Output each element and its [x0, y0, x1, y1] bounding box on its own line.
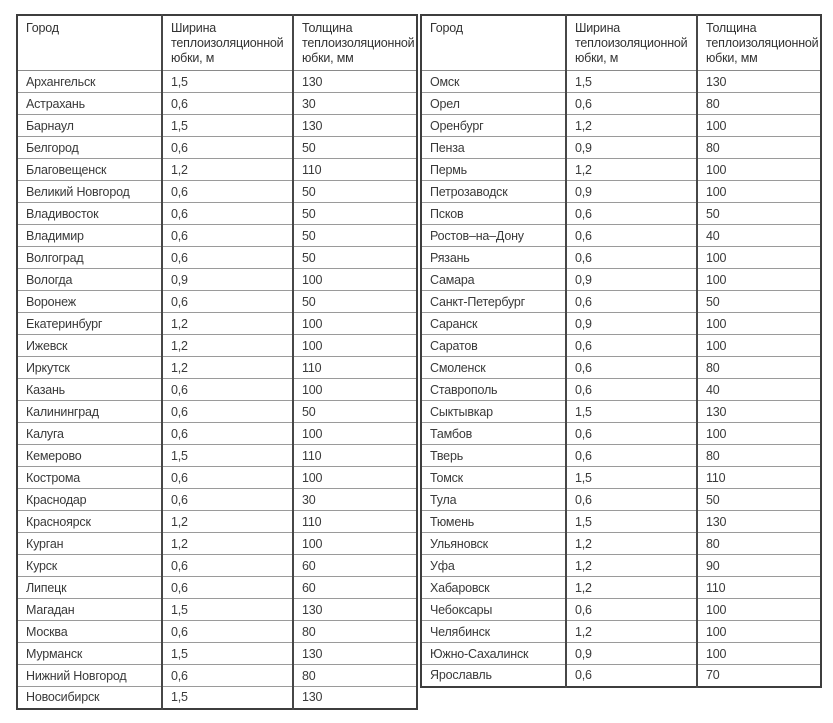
skirt-width-cell: 0,6 — [162, 555, 293, 577]
table-row — [17, 137, 417, 159]
city-cell: Чебоксары — [421, 599, 566, 621]
skirt-thickness-cell: 50 — [293, 247, 417, 269]
table-row — [17, 291, 417, 313]
city-cell: Магадан — [17, 599, 162, 621]
skirt-thickness-cell: 100 — [293, 269, 417, 291]
skirt-thickness-cell: 50 — [293, 225, 417, 247]
city-cell: Тамбов — [421, 423, 566, 445]
skirt-thickness-cell: 50 — [697, 489, 821, 511]
skirt-width-cell: 0,6 — [566, 357, 697, 379]
skirt-width-cell: 1,2 — [162, 511, 293, 533]
city-cell: Уфа — [421, 555, 566, 577]
skirt-thickness-cell: 110 — [293, 445, 417, 467]
skirt-width-cell: 0,6 — [162, 489, 293, 511]
table-row — [17, 203, 417, 225]
city-cell: Красноярск — [17, 511, 162, 533]
city-cell: Саранск — [421, 313, 566, 335]
skirt-thickness-cell: 80 — [697, 357, 821, 379]
table-row — [421, 621, 821, 643]
skirt-thickness-cell: 50 — [293, 291, 417, 313]
city-cell: Владивосток — [17, 203, 162, 225]
city-cell: Казань — [17, 379, 162, 401]
city-cell: Краснодар — [17, 489, 162, 511]
city-cell: Петрозаводск — [421, 181, 566, 203]
table-row — [17, 621, 417, 643]
skirt-thickness-cell: 60 — [293, 555, 417, 577]
city-cell: Челябинск — [421, 621, 566, 643]
city-cell: Сыктывкар — [421, 401, 566, 423]
skirt-thickness-cell: 50 — [697, 291, 821, 313]
table-row — [421, 159, 821, 181]
city-cell: Южно-Сахалинск — [421, 643, 566, 665]
skirt-thickness-cell: 110 — [697, 577, 821, 599]
skirt-thickness-cell: 110 — [293, 159, 417, 181]
skirt-width-cell: 0,6 — [162, 181, 293, 203]
table-row — [17, 357, 417, 379]
table-row — [421, 445, 821, 467]
skirt-width-cell: 1,5 — [162, 599, 293, 621]
table-row — [421, 335, 821, 357]
table-row — [17, 115, 417, 137]
table-row — [421, 71, 821, 93]
skirt-width-cell: 0,6 — [566, 93, 697, 115]
table-row — [421, 203, 821, 225]
skirt-width-cell: 1,2 — [162, 159, 293, 181]
table-body-left — [17, 71, 417, 709]
skirt-thickness-cell: 130 — [697, 511, 821, 533]
skirt-thickness-cell: 100 — [293, 335, 417, 357]
table-header-right — [421, 15, 821, 71]
city-cell: Екатеринбург — [17, 313, 162, 335]
city-cell: Москва — [17, 621, 162, 643]
skirt-thickness-cell: 110 — [697, 467, 821, 489]
skirt-thickness-cell: 130 — [697, 401, 821, 423]
skirt-thickness-cell: 80 — [697, 533, 821, 555]
city-table-left — [16, 14, 418, 710]
skirt-width-cell: 1,2 — [162, 313, 293, 335]
skirt-thickness-cell: 80 — [697, 445, 821, 467]
city-cell: Калуга — [17, 423, 162, 445]
skirt-thickness-cell: 30 — [293, 93, 417, 115]
skirt-width-cell: 0,6 — [566, 203, 697, 225]
city-cell: Тула — [421, 489, 566, 511]
header-skirt-width: Ширина теплоизоляционной юбки, м — [566, 15, 697, 71]
skirt-width-cell: 0,6 — [566, 599, 697, 621]
table-row — [17, 489, 417, 511]
skirt-width-cell: 0,6 — [162, 467, 293, 489]
skirt-thickness-cell: 50 — [293, 181, 417, 203]
city-cell: Кострома — [17, 467, 162, 489]
table-row — [421, 379, 821, 401]
city-cell: Ростов–на–Дону — [421, 225, 566, 247]
table-row — [421, 467, 821, 489]
skirt-thickness-cell: 70 — [697, 665, 821, 687]
city-cell: Пермь — [421, 159, 566, 181]
city-cell: Пенза — [421, 137, 566, 159]
city-cell: Ижевск — [17, 335, 162, 357]
skirt-width-cell: 0,6 — [162, 247, 293, 269]
skirt-thickness-cell: 100 — [293, 467, 417, 489]
skirt-thickness-cell: 100 — [293, 533, 417, 555]
skirt-width-cell: 1,2 — [162, 357, 293, 379]
table-row — [17, 445, 417, 467]
table-row — [421, 577, 821, 599]
skirt-thickness-cell: 80 — [293, 621, 417, 643]
skirt-width-cell: 0,6 — [162, 577, 293, 599]
city-cell: Тверь — [421, 445, 566, 467]
skirt-thickness-cell: 130 — [293, 599, 417, 621]
skirt-thickness-cell: 100 — [697, 599, 821, 621]
skirt-width-cell: 0,6 — [162, 137, 293, 159]
skirt-width-cell: 0,6 — [162, 423, 293, 445]
skirt-width-cell: 0,9 — [566, 269, 697, 291]
skirt-width-cell: 1,5 — [162, 687, 293, 709]
table-row — [17, 467, 417, 489]
city-cell: Нижний Новгород — [17, 665, 162, 687]
skirt-thickness-cell: 130 — [293, 115, 417, 137]
table-row — [17, 687, 417, 709]
city-cell: Самара — [421, 269, 566, 291]
city-cell: Тюмень — [421, 511, 566, 533]
city-cell: Санкт-Петербург — [421, 291, 566, 313]
skirt-thickness-cell: 100 — [697, 115, 821, 137]
table-row — [421, 357, 821, 379]
table-row — [421, 599, 821, 621]
skirt-thickness-cell: 100 — [697, 181, 821, 203]
skirt-width-cell: 1,5 — [566, 467, 697, 489]
skirt-thickness-cell: 110 — [293, 357, 417, 379]
city-cell: Ульяновск — [421, 533, 566, 555]
skirt-width-cell: 1,2 — [566, 555, 697, 577]
header-city: Город — [421, 15, 566, 71]
skirt-width-cell: 0,6 — [162, 225, 293, 247]
skirt-thickness-cell: 90 — [697, 555, 821, 577]
skirt-width-cell: 0,6 — [566, 445, 697, 467]
table-row — [17, 181, 417, 203]
city-cell: Орел — [421, 93, 566, 115]
city-cell: Липецк — [17, 577, 162, 599]
city-cell: Барнаул — [17, 115, 162, 137]
table-row — [17, 511, 417, 533]
skirt-width-cell: 0,6 — [566, 379, 697, 401]
skirt-thickness-cell: 100 — [697, 423, 821, 445]
skirt-width-cell: 0,9 — [566, 137, 697, 159]
skirt-thickness-cell: 100 — [697, 621, 821, 643]
table-row — [17, 643, 417, 665]
table-row — [421, 269, 821, 291]
table-row — [421, 115, 821, 137]
city-table-right — [420, 14, 822, 688]
city-cell: Смоленск — [421, 357, 566, 379]
table-row — [17, 247, 417, 269]
table-row — [17, 93, 417, 115]
table-row — [421, 313, 821, 335]
city-cell: Великий Новгород — [17, 181, 162, 203]
skirt-width-cell: 0,9 — [566, 643, 697, 665]
skirt-width-cell: 0,6 — [162, 379, 293, 401]
city-cell: Ярославль — [421, 665, 566, 687]
skirt-thickness-cell: 130 — [293, 687, 417, 709]
skirt-width-cell: 1,2 — [566, 577, 697, 599]
skirt-width-cell: 0,6 — [566, 335, 697, 357]
city-cell: Хабаровск — [421, 577, 566, 599]
skirt-thickness-cell: 100 — [697, 269, 821, 291]
table-row — [421, 489, 821, 511]
city-cell: Оренбург — [421, 115, 566, 137]
table-row — [421, 555, 821, 577]
skirt-width-cell: 0,9 — [162, 269, 293, 291]
table-body-right — [421, 71, 821, 687]
table-row — [17, 665, 417, 687]
skirt-width-cell: 1,2 — [162, 335, 293, 357]
header-row — [17, 15, 417, 71]
skirt-width-cell: 0,6 — [566, 423, 697, 445]
skirt-thickness-cell: 130 — [697, 71, 821, 93]
skirt-width-cell: 0,9 — [566, 181, 697, 203]
city-cell: Астрахань — [17, 93, 162, 115]
skirt-thickness-cell: 100 — [293, 423, 417, 445]
skirt-thickness-cell: 100 — [697, 643, 821, 665]
skirt-width-cell: 0,6 — [162, 203, 293, 225]
city-cell: Псков — [421, 203, 566, 225]
skirt-width-cell: 1,2 — [566, 159, 697, 181]
skirt-thickness-cell: 100 — [697, 159, 821, 181]
header-skirt-thickness: Толщина теплоизоляционной юбки, мм — [697, 15, 821, 71]
table-row — [17, 599, 417, 621]
table-row — [17, 313, 417, 335]
skirt-width-cell: 1,5 — [566, 511, 697, 533]
skirt-thickness-cell: 80 — [697, 137, 821, 159]
skirt-width-cell: 1,5 — [566, 401, 697, 423]
table-row — [17, 71, 417, 93]
skirt-width-cell: 1,5 — [162, 115, 293, 137]
city-cell: Благовещенск — [17, 159, 162, 181]
skirt-thickness-cell: 100 — [697, 247, 821, 269]
city-cell: Белгород — [17, 137, 162, 159]
skirt-thickness-cell: 60 — [293, 577, 417, 599]
table-row — [421, 181, 821, 203]
skirt-width-cell: 0,6 — [162, 291, 293, 313]
skirt-thickness-cell: 50 — [293, 401, 417, 423]
table-row — [421, 533, 821, 555]
skirt-thickness-cell: 50 — [697, 203, 821, 225]
skirt-width-cell: 0,6 — [162, 621, 293, 643]
skirt-thickness-cell: 130 — [293, 71, 417, 93]
table-row — [17, 335, 417, 357]
skirt-width-cell: 1,2 — [162, 533, 293, 555]
header-skirt-thickness: Толщина теплоизоляционной юбки, мм — [293, 15, 417, 71]
skirt-width-cell: 1,5 — [162, 445, 293, 467]
table-row — [421, 423, 821, 445]
skirt-thickness-cell: 30 — [293, 489, 417, 511]
city-cell: Владимир — [17, 225, 162, 247]
table-row — [17, 533, 417, 555]
table-row — [421, 401, 821, 423]
table-row — [17, 379, 417, 401]
table-row — [421, 643, 821, 665]
table-row — [421, 291, 821, 313]
skirt-width-cell: 1,2 — [566, 533, 697, 555]
skirt-width-cell: 0,6 — [566, 247, 697, 269]
table-row — [421, 225, 821, 247]
skirt-width-cell: 0,6 — [566, 225, 697, 247]
table-row — [17, 225, 417, 247]
city-cell: Воронеж — [17, 291, 162, 313]
skirt-width-cell: 0,6 — [566, 665, 697, 687]
table-row — [17, 401, 417, 423]
city-cell: Мурманск — [17, 643, 162, 665]
table-row — [421, 93, 821, 115]
table-row — [17, 423, 417, 445]
skirt-width-cell: 0,6 — [566, 489, 697, 511]
table-row — [17, 269, 417, 291]
header-skirt-width: Ширина теплоизоляционной юбки, м — [162, 15, 293, 71]
skirt-thickness-cell: 130 — [293, 643, 417, 665]
city-cell: Курган — [17, 533, 162, 555]
skirt-thickness-cell: 100 — [697, 335, 821, 357]
skirt-thickness-cell: 50 — [293, 137, 417, 159]
skirt-width-cell: 0,6 — [162, 401, 293, 423]
table-row — [421, 665, 821, 687]
skirt-width-cell: 1,5 — [162, 71, 293, 93]
skirt-width-cell: 0,6 — [566, 291, 697, 313]
skirt-thickness-cell: 110 — [293, 511, 417, 533]
table-row — [17, 577, 417, 599]
city-cell: Калининград — [17, 401, 162, 423]
header-row — [421, 15, 821, 71]
skirt-width-cell: 1,5 — [162, 643, 293, 665]
table-row — [421, 511, 821, 533]
table-header-left — [17, 15, 417, 71]
city-cell: Архангельск — [17, 71, 162, 93]
city-cell: Рязань — [421, 247, 566, 269]
city-cell: Ставрополь — [421, 379, 566, 401]
city-cell: Кемерово — [17, 445, 162, 467]
city-cell: Курск — [17, 555, 162, 577]
skirt-width-cell: 0,6 — [162, 93, 293, 115]
table-row — [421, 247, 821, 269]
skirt-thickness-cell: 40 — [697, 225, 821, 247]
city-cell: Омск — [421, 71, 566, 93]
skirt-thickness-cell: 100 — [697, 313, 821, 335]
header-city: Город — [17, 15, 162, 71]
insulation-skirt-tables — [16, 14, 818, 710]
table-row — [421, 137, 821, 159]
skirt-width-cell: 1,5 — [566, 71, 697, 93]
table-row — [17, 159, 417, 181]
skirt-thickness-cell: 100 — [293, 379, 417, 401]
skirt-thickness-cell: 40 — [697, 379, 821, 401]
city-cell: Томск — [421, 467, 566, 489]
city-cell: Новосибирск — [17, 687, 162, 709]
skirt-thickness-cell: 50 — [293, 203, 417, 225]
skirt-width-cell: 0,6 — [162, 665, 293, 687]
skirt-thickness-cell: 80 — [293, 665, 417, 687]
skirt-thickness-cell: 100 — [293, 313, 417, 335]
city-cell: Саратов — [421, 335, 566, 357]
city-cell: Иркутск — [17, 357, 162, 379]
skirt-width-cell: 0,9 — [566, 313, 697, 335]
city-cell: Волгоград — [17, 247, 162, 269]
skirt-width-cell: 1,2 — [566, 115, 697, 137]
city-cell: Вологда — [17, 269, 162, 291]
skirt-thickness-cell: 80 — [697, 93, 821, 115]
skirt-width-cell: 1,2 — [566, 621, 697, 643]
table-row — [17, 555, 417, 577]
